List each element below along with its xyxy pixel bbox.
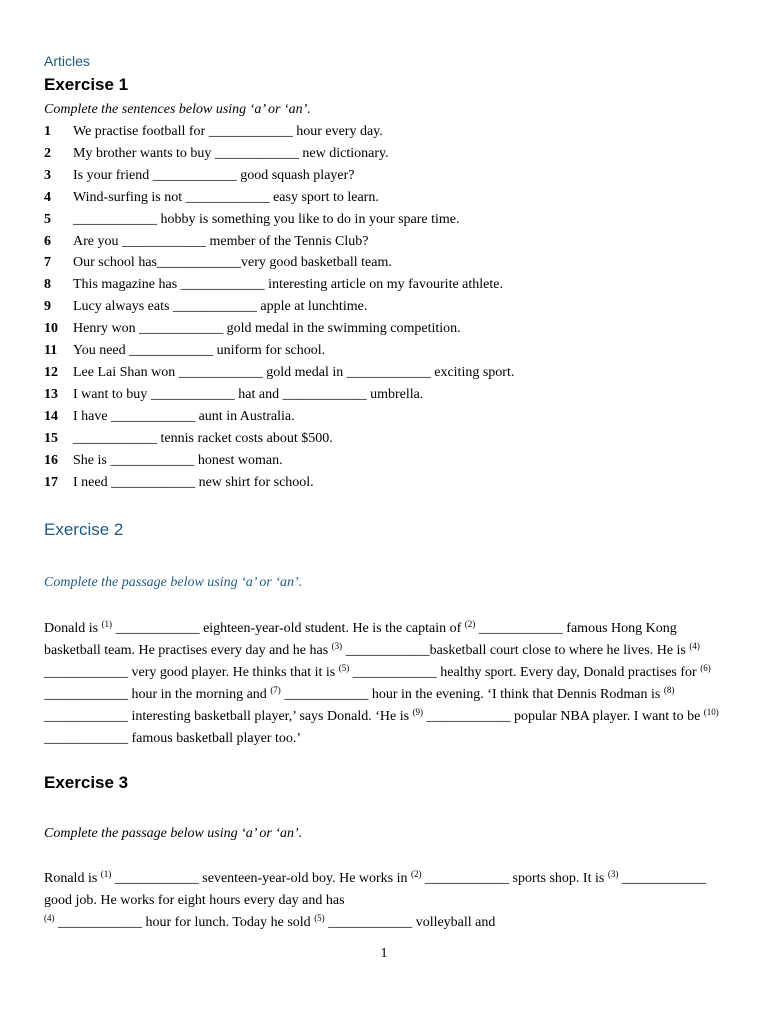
- exercise-1-instruction: Complete the sentences below using ‘a’ or ‘an’.: [44, 102, 311, 117]
- passage-text: ____________ popular NBA player. I want to be: [423, 709, 704, 725]
- passage-text: ____________ hour in the evening. ‘I think that Dennis Rodman is: [280, 687, 664, 703]
- passage-text: ____________ eighteen-year-old student. He is the captain of: [112, 621, 465, 637]
- passage-text: Donald is: [44, 621, 102, 637]
- exercise-2-instruction: Complete the passage below using ‘a’ or ‘an’.: [44, 575, 303, 591]
- blank-number: (8): [663, 685, 675, 696]
- question-text: Is your friend ____________ good squash player?: [73, 167, 355, 183]
- question-item: [44, 340, 734, 362]
- exercise-1-question-list: [44, 121, 734, 493]
- blank-number: (9): [412, 707, 424, 718]
- question-number: 2: [44, 145, 51, 161]
- question-number: 14: [44, 408, 58, 424]
- page-number: 1: [380, 946, 388, 961]
- question-number: 5: [44, 211, 51, 227]
- question-text: We practise football for ____________ hour every day.: [73, 124, 383, 139]
- question-number: 12: [44, 364, 58, 380]
- section-label: Articles: [44, 53, 90, 69]
- passage-text: ____________ good job. He works for eight hours every day and has: [44, 870, 706, 908]
- question-number: 17: [44, 474, 58, 490]
- question-text: Our school has____________very good basketball team.: [73, 255, 392, 271]
- question-text: This magazine has ____________ interesting article on my favourite athlete.: [73, 277, 503, 293]
- question-item: [44, 384, 734, 406]
- passage-text: ____________ famous basketball player too.’: [44, 730, 302, 746]
- exercise-2-heading: Exercise 2: [44, 520, 124, 540]
- passage-text: ____________ famous Hong Kong basketball team. He practises every day and he has: [44, 621, 677, 659]
- exercise-1-heading: Exercise 1: [44, 75, 129, 94]
- exercise-3-heading: Exercise 3: [44, 772, 129, 792]
- question-item: [44, 165, 734, 187]
- question-text: ____________ hobby is something you like to do in your spare time.: [73, 211, 460, 227]
- blank-number: (7): [270, 685, 281, 696]
- passage-text: ____________ hour for lunch. Today he sold: [54, 914, 315, 930]
- question-item: [44, 143, 734, 165]
- blank-number: (10): [703, 707, 719, 718]
- question-item: [44, 296, 734, 318]
- exercise-2-passage: [44, 618, 734, 749]
- blank-number: (1): [101, 619, 113, 630]
- passage-text: Ronald is: [44, 870, 101, 886]
- question-text: I need ____________ new shirt for school.: [73, 474, 314, 490]
- question-number: 1: [44, 124, 51, 139]
- question-number: 15: [44, 430, 58, 446]
- blank-number: (6): [700, 663, 711, 674]
- question-number: 7: [44, 255, 51, 271]
- question-item: [44, 231, 734, 253]
- exercise-3-passage: [44, 868, 734, 934]
- question-number: 3: [44, 167, 51, 183]
- exercise-3-instruction: Complete the passage below using ‘a’ or ‘an’.: [44, 825, 303, 841]
- exercise-1: [44, 74, 734, 493]
- question-number: 6: [44, 233, 51, 249]
- question-number: 16: [44, 452, 58, 468]
- question-item: [44, 252, 734, 274]
- passage-text: ____________ sports shop. It is: [421, 870, 608, 886]
- question-number: 9: [44, 299, 51, 315]
- passage-text: ____________ healthy sport. Every day, Donald practises for: [349, 665, 701, 681]
- blank-number: (3): [331, 641, 343, 652]
- blank-number: (5): [314, 912, 325, 923]
- question-item: [44, 318, 734, 340]
- question-item: [44, 450, 734, 472]
- passage-text: ____________ interesting basketball player,’ says Donald. ‘He is: [44, 709, 413, 725]
- question-number: 8: [44, 277, 51, 293]
- blank-number: (4): [44, 912, 55, 923]
- passage-text: ____________ hour in the morning and: [44, 687, 271, 703]
- blank-number: (2): [464, 619, 476, 630]
- question-text: She is ____________ honest woman.: [73, 452, 283, 468]
- question-number: 4: [44, 189, 51, 205]
- question-number: 10: [44, 321, 58, 337]
- question-text: Lucy always eats ____________ apple at lunchtime.: [73, 299, 368, 315]
- exercise-3: [44, 772, 734, 934]
- question-item: [44, 362, 734, 384]
- exercise-2: [44, 519, 734, 749]
- question-item: [44, 406, 734, 428]
- question-text: Wind-surfing is not ____________ easy sport to learn.: [73, 189, 379, 205]
- question-item: [44, 472, 734, 494]
- question-text: Lee Lai Shan won ____________ gold medal in ____________ exciting sport.: [73, 364, 515, 380]
- question-text: Henry won ____________ gold medal in the swimming competition.: [73, 321, 461, 337]
- blank-number: (5): [338, 663, 350, 674]
- question-text: Are you ____________ member of the Tennis Club?: [73, 233, 369, 249]
- blank-number: (4): [689, 641, 700, 652]
- question-text: I want to buy ____________ hat and ____________ umbrella.: [73, 386, 424, 402]
- passage-text: ____________ volleyball and: [324, 914, 496, 930]
- question-text: My brother wants to buy ____________ new dictionary.: [73, 145, 389, 161]
- question-text: You need ____________ uniform for school.: [73, 343, 326, 359]
- question-item: [44, 274, 734, 296]
- question-number: 13: [44, 386, 58, 402]
- question-item: [44, 121, 734, 143]
- blank-number: (3): [607, 868, 619, 879]
- question-number: 11: [44, 343, 58, 359]
- passage-text: ____________ seventeen-year-old boy. He works in: [111, 870, 412, 886]
- question-text: I have ____________ aunt in Australia.: [73, 408, 295, 424]
- question-item: [44, 209, 734, 231]
- blank-number: (1): [100, 868, 112, 879]
- passage-text: ____________basketball court close to where he lives. He is: [342, 643, 690, 659]
- passage-text: ____________ very good player. He thinks that it is: [44, 665, 339, 681]
- blank-number: (2): [411, 868, 422, 879]
- question-item: [44, 187, 734, 209]
- worksheet-page: [44, 52, 734, 934]
- question-text: ____________ tennis racket costs about $500.: [73, 430, 333, 446]
- question-item: [44, 428, 734, 450]
